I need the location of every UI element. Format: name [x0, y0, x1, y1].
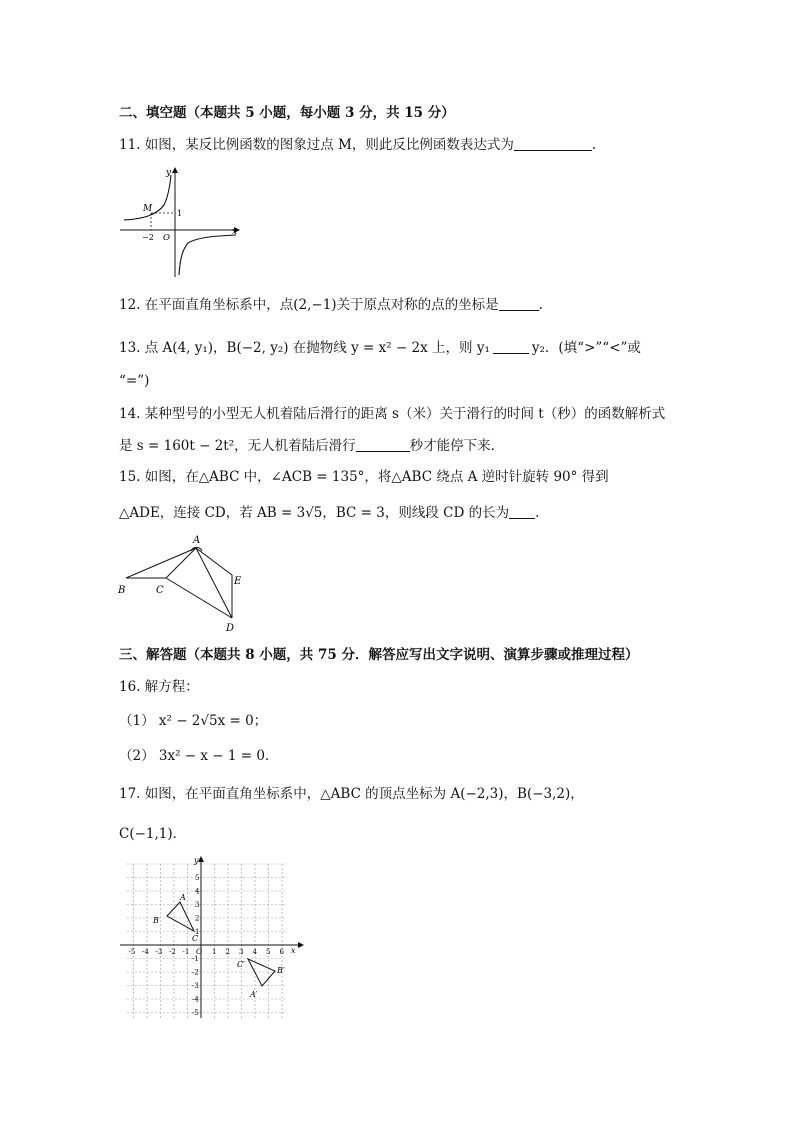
x-tick-label: -1 — [182, 948, 190, 956]
question-13 — [119, 339, 641, 357]
section-2-heading: 二、填空题（本题共 5 小题，每小题 3 分，共 15 分） — [119, 105, 455, 121]
label-c: C — [192, 934, 199, 943]
x-axis-arrow — [298, 942, 304, 948]
label-b: B — [118, 585, 126, 596]
question-16-part-2: （2） 3x² − x − 1 = 0． — [119, 748, 279, 764]
x-tick-label: 3 — [239, 948, 244, 956]
origin-label: O — [196, 947, 203, 956]
question-13-continued: “=”) — [119, 373, 150, 389]
label-c-prime: C′ — [237, 960, 245, 969]
x-tick-label: -3 — [155, 948, 163, 956]
question-14-end: 秒才能停下来． — [409, 438, 505, 454]
y-axis-arrow — [172, 167, 178, 173]
x-tick-label: 4 — [252, 948, 257, 956]
tick-1-label: 1 — [177, 209, 183, 218]
x-tick-label: -2 — [169, 948, 176, 956]
label-a-prime: A′ — [250, 990, 258, 999]
segment-ae — [196, 548, 232, 575]
x-tick-label: -5 — [128, 948, 136, 956]
y-tick-label: -5 — [192, 1009, 199, 1017]
y-tick-label: -4 — [192, 995, 199, 1004]
y-tick-label: 2 — [195, 914, 200, 923]
y-label: y — [194, 856, 199, 865]
label-b-prime: B′ — [277, 966, 285, 975]
question-14-line-2 — [119, 437, 504, 455]
question-15-text-b: △ADE，连接 CD，若 AB = 3√5，BC = 3，则线段 CD 的长为 — [119, 505, 510, 521]
point-m-label: M — [143, 204, 153, 214]
answer-blank-14 — [356, 437, 410, 452]
x-label: x — [291, 946, 296, 955]
question-17-line-2: C(−1,1)． — [119, 826, 187, 842]
question-11-end: . — [591, 137, 597, 153]
answer-blank-13 — [493, 339, 529, 354]
y-tick-label: -3 — [192, 982, 199, 990]
question-14-line-1: 14. 某种型号的小型无人机着陆后滑行的距离 s（米）关于滑行的时间 t（秒）的函数解析式 — [119, 406, 666, 422]
label-d: D — [226, 623, 235, 634]
q15-rotation-figure — [114, 532, 254, 636]
question-12-end: . — [538, 297, 543, 313]
question-13-text: 13. 点 A(4, y₁)，B(−2, y₂) 在抛物线 y = x² − 2x 上，则 y₁ — [119, 340, 490, 356]
question-12 — [119, 296, 543, 314]
section-3-heading: 三、解答题（本题共 8 小题，共 75 分．解答应写出文字说明、演算步骤或推理过程） — [119, 647, 639, 663]
x-tick-label: 5 — [266, 948, 271, 956]
hyperbola-branch-right — [179, 235, 236, 275]
y-label: y — [166, 168, 172, 178]
label-c: C — [156, 585, 164, 596]
tick-neg2-label: −2 — [142, 233, 154, 242]
question-14-text-b: 是 s = 160t − 2t²，无人机着陆后滑行 — [119, 438, 356, 454]
y-axis-arrow — [198, 856, 204, 862]
x-tick-label: -4 — [142, 948, 149, 956]
question-17-line-1: 17. 如图，在平面直角坐标系中，△ABC 的顶点坐标为 A(−2,3)，B(−3,2)， — [119, 786, 584, 802]
question-12-text: 12. 在平面直角坐标系中，点(2,−1)关于原点对称的点的坐标是 — [119, 297, 499, 313]
question-15-end: . — [535, 505, 540, 521]
y-tick-label: -1 — [192, 955, 199, 963]
label-a: A — [193, 535, 201, 546]
y-tick-label: 1 — [195, 928, 200, 936]
q17-coordinate-grid — [120, 855, 305, 1020]
x-label: x — [232, 227, 238, 237]
question-11-text: 11. 如图，某反比例函数的图象过点 M，则此反比例函数表达式为 — [119, 137, 514, 153]
x-tick-label: 1 — [212, 948, 217, 956]
q11-hyperbola-graph — [116, 165, 242, 281]
segment-ca — [166, 548, 196, 578]
y-tick-label: 5 — [195, 874, 200, 882]
triangle-abc — [167, 902, 194, 931]
question-16: 16. 解方程： — [119, 679, 199, 695]
y-tick-label: -2 — [192, 968, 199, 977]
answer-blank-12 — [499, 296, 539, 311]
question-16-part-1: （1） x² − 2√5x = 0； — [119, 713, 268, 729]
x-tick-label: 6 — [279, 948, 284, 956]
origin-label: O — [163, 233, 170, 243]
y-tick-label: 4 — [195, 887, 200, 896]
question-15-line-1: 15. 如图，在△ABC 中，∠ACB = 135°，将△ABC 绕点 A 逆时针旋转 90° 得到 — [119, 469, 609, 485]
grid-lines — [127, 864, 286, 1019]
label-b: B — [153, 916, 159, 925]
label-a: A — [180, 893, 186, 902]
segment-ab — [126, 548, 196, 578]
question-11 — [119, 136, 596, 154]
question-15-line-2 — [119, 504, 539, 522]
y-tick-label: 3 — [195, 901, 200, 909]
question-13-text-b: y₂．(填“>”“<”或 — [531, 340, 641, 356]
x-tick-label: 2 — [225, 948, 230, 956]
answer-blank-15 — [509, 504, 535, 519]
triangle-a-prime-b-prime-c-prime — [248, 959, 275, 986]
answer-blank-11 — [514, 136, 592, 151]
label-e: E — [234, 576, 242, 587]
